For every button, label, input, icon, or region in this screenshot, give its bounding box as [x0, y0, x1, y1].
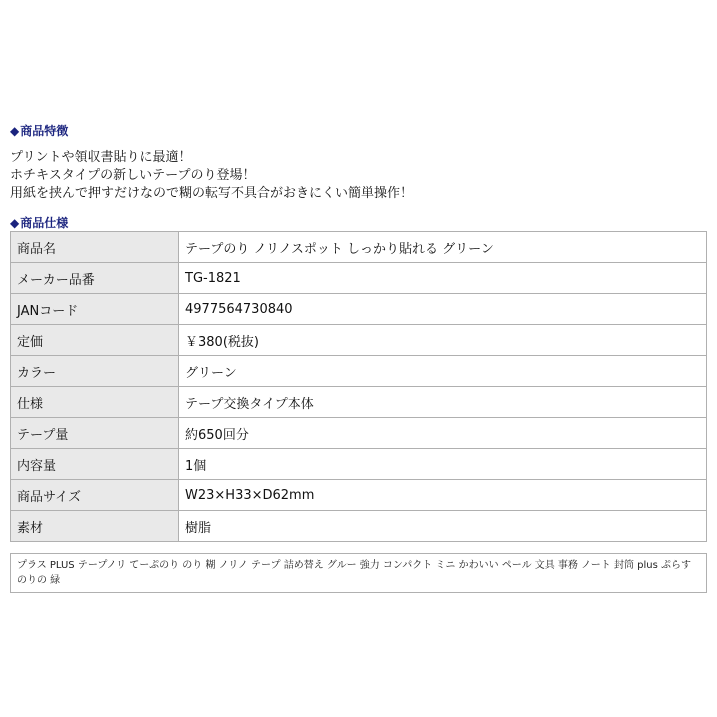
spec-value: テープのり ノリノスポット しっかり貼れる グリーン	[179, 232, 707, 263]
table-row	[11, 263, 707, 294]
features-heading-text: 商品特徴	[20, 124, 69, 138]
diamond-icon: ◆	[10, 124, 20, 138]
spec-value: テープ交換タイプ本体	[179, 387, 707, 418]
spec-label: カラー	[11, 356, 179, 387]
features-heading	[10, 122, 68, 139]
table-row	[11, 387, 707, 418]
spec-label: テープ量	[11, 418, 179, 449]
table-row	[11, 480, 707, 511]
spec-value: グリーン	[179, 356, 707, 387]
spec-label: 内容量	[11, 449, 179, 480]
diamond-icon: ◆	[10, 216, 20, 230]
spec-value: ￥380(税抜)	[179, 325, 707, 356]
specs-heading	[10, 214, 68, 231]
table-row	[11, 325, 707, 356]
table-row	[11, 449, 707, 480]
spec-value: 4977564730840	[179, 294, 707, 325]
spec-label: メーカー品番	[11, 263, 179, 294]
table-row	[11, 356, 707, 387]
table-row	[11, 294, 707, 325]
spec-label: 定価	[11, 325, 179, 356]
spec-label: 商品名	[11, 232, 179, 263]
spec-label: 素材	[11, 511, 179, 542]
specs-heading-text: 商品仕様	[20, 216, 69, 230]
spec-label: JANコード	[11, 294, 179, 325]
spec-value: 約650回分	[179, 418, 707, 449]
spec-value: 1個	[179, 449, 707, 480]
spec-value: 樹脂	[179, 511, 707, 542]
feature-line: プリントや領収書貼りに最適！	[10, 150, 192, 165]
table-row	[11, 232, 707, 263]
feature-line: ホチキスタイプの新しいテープのり登場！	[10, 168, 256, 183]
feature-line: 用紙を挟んで押すだけなので糊の転写不具合がおきにくい簡単操作！	[10, 186, 414, 201]
spec-label: 商品サイズ	[11, 480, 179, 511]
table-row	[11, 511, 707, 542]
features-list	[10, 149, 413, 203]
keywords-box: プラス PLUS テープノリ てーぷのり のり 糊 ノリノ テープ 詰め替え グルー 強力 コンパクト ミニ かわいい ペール 文具 事務 ノート 封筒 plus ぷらす のりの 緑	[10, 553, 707, 593]
table-row	[11, 418, 707, 449]
spec-table	[10, 231, 707, 542]
spec-label: 仕様	[11, 387, 179, 418]
spec-value: W23×H33×D62mm	[179, 480, 707, 511]
spec-value: TG-1821	[179, 263, 707, 294]
